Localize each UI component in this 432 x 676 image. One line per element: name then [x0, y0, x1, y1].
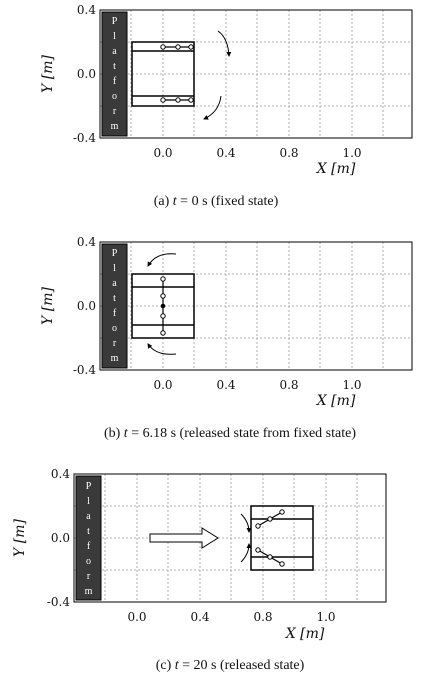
panel-c: [12, 467, 386, 673]
platform-letter: t: [113, 293, 116, 304]
joint: [268, 555, 272, 559]
platform-letter: P: [111, 16, 118, 27]
panel-a: [40, 3, 412, 209]
platform-letter: o: [112, 323, 117, 334]
panel-b: [40, 235, 412, 441]
x-tick-a-0: 0.0: [153, 146, 173, 160]
x-axis-label-b: X [m]: [316, 393, 356, 409]
joint: [189, 45, 193, 49]
x-tick-b-1: 0.4: [216, 378, 236, 392]
y-tick-a-bot: -0.4: [72, 131, 96, 145]
y-axis-label-b: Y [m]: [40, 287, 56, 325]
joint: [189, 98, 193, 102]
y-tick-a-mid: 0.0: [76, 67, 96, 81]
rotation-arrow-icon: [204, 96, 221, 119]
joint: [161, 277, 165, 281]
x-tick-a-3: 1.0: [342, 146, 362, 160]
platform-letter: r: [112, 338, 117, 349]
joint-center: [161, 304, 165, 308]
platform-letter: r: [112, 106, 117, 117]
x-tick-a-2: 0.8: [279, 146, 299, 160]
platform-letter: m: [110, 121, 119, 132]
platform-letter: l: [87, 496, 90, 507]
platform-letter: P: [85, 481, 92, 492]
platform-letter: a: [86, 511, 91, 522]
y-tick-b-mid: 0.0: [76, 299, 96, 313]
y-tick-b-top: 0.4: [76, 235, 96, 249]
platform-letter: m: [110, 353, 119, 364]
joint: [161, 314, 165, 318]
joint: [176, 45, 180, 49]
x-tick-c-1: 0.4: [190, 610, 210, 624]
x-tick-c-3: 1.0: [316, 610, 336, 624]
joint: [161, 45, 165, 49]
y-tick-c-top: 0.4: [50, 467, 70, 481]
platform-letter: P: [111, 248, 118, 259]
rotation-arrow-icon: [148, 254, 176, 266]
platform-letter: a: [112, 278, 117, 289]
grid-b: [100, 242, 412, 370]
joint: [280, 510, 284, 514]
platform-letter: o: [112, 91, 117, 102]
grid-c: [74, 474, 386, 602]
joint: [280, 562, 284, 566]
x-tick-c-0: 0.0: [127, 610, 147, 624]
y-tick-c-bot: -0.4: [46, 595, 70, 609]
y-tick-a-top: 0.4: [76, 3, 96, 17]
platform-letter: t: [87, 526, 90, 537]
rotation-arrow-icon: [148, 344, 176, 354]
platform-letter: f: [112, 76, 117, 87]
platform-letter: o: [86, 556, 91, 567]
joint: [256, 524, 260, 528]
y-tick-c-mid: 0.0: [50, 531, 70, 545]
caption-b: (b) t = 6.18 s (released state from fixed state): [103, 426, 357, 441]
y-axis-label-c: Y [m]: [12, 519, 28, 557]
caption-a: (a) t = 0 s (fixed state): [153, 194, 279, 209]
x-tick-c-2: 0.8: [253, 610, 273, 624]
platform-letter: r: [86, 571, 91, 582]
grid-a: [100, 10, 412, 138]
rotation-arrow-icon: [218, 31, 229, 56]
x-axis-label-c: X [m]: [285, 626, 325, 642]
y-axis-label-a: Y [m]: [40, 55, 56, 93]
joints-a: [161, 45, 193, 102]
platform-letter: m: [84, 586, 93, 597]
motion-arrow-icon: [150, 528, 218, 548]
platform-letter: t: [113, 61, 116, 72]
joint: [256, 548, 260, 552]
platform-letter: f: [112, 308, 117, 319]
caption-c: (c) t = 20 s (released state): [155, 658, 305, 673]
platform-letter: f: [86, 541, 91, 552]
rotation-arrow-icon: [241, 514, 249, 532]
joint: [161, 98, 165, 102]
rotation-arrow-icon: [241, 544, 249, 562]
x-axis-label-a: X [m]: [316, 161, 356, 177]
x-tick-b-3: 1.0: [342, 378, 362, 392]
x-tick-a-1: 0.4: [216, 146, 236, 160]
joint: [268, 517, 272, 521]
x-tick-b-0: 0.0: [153, 378, 173, 392]
joint: [161, 294, 165, 298]
x-tick-b-2: 0.8: [279, 378, 299, 392]
platform-letter: a: [112, 46, 117, 57]
platform-letter: l: [113, 263, 116, 274]
joint: [176, 98, 180, 102]
y-tick-b-bot: -0.4: [72, 363, 96, 377]
joint: [161, 331, 165, 335]
platform-letter: l: [113, 31, 116, 42]
